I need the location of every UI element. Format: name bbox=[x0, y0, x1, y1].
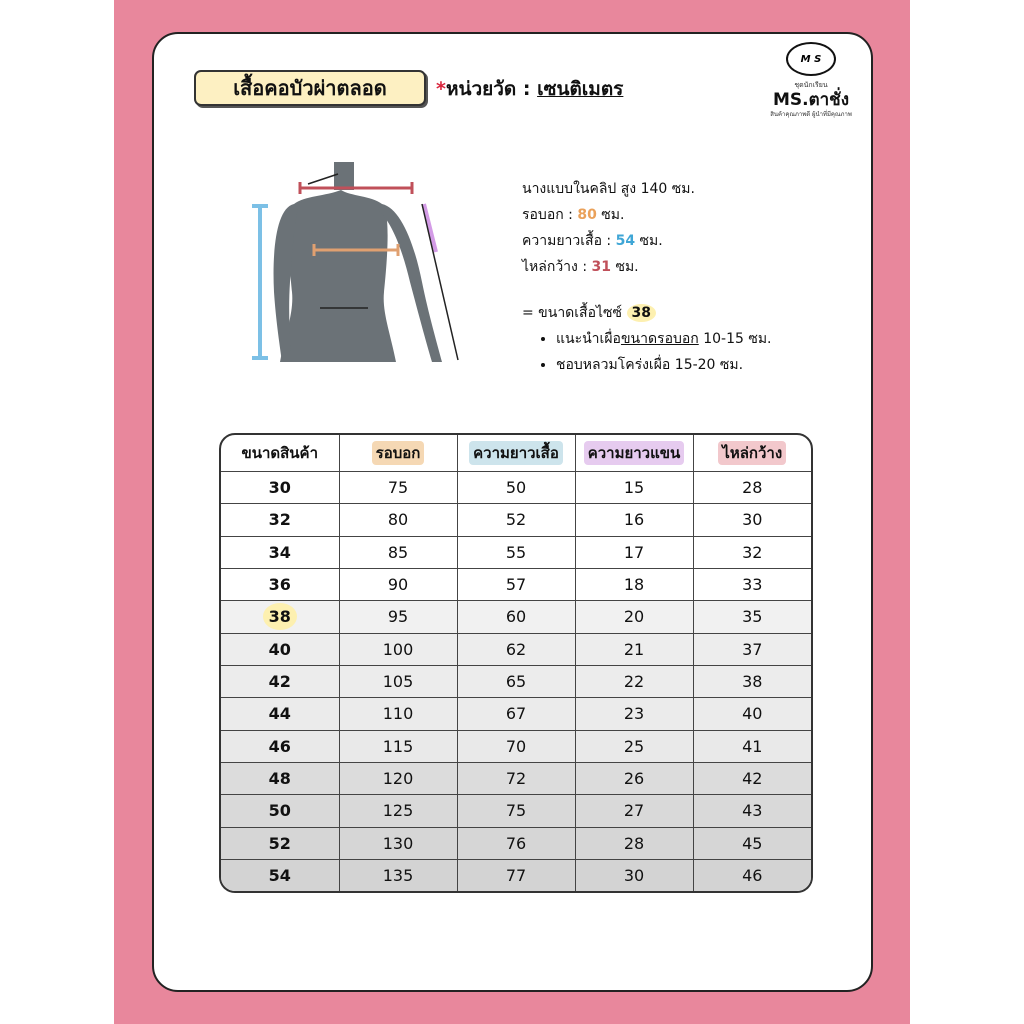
unit-note bbox=[436, 74, 623, 104]
bust-unit: ซม. bbox=[601, 207, 625, 223]
measurement-cell: 130 bbox=[339, 827, 457, 859]
table-row bbox=[221, 568, 811, 600]
measurement-cell: 46 bbox=[693, 859, 811, 891]
measurement-cell: 125 bbox=[339, 795, 457, 827]
size-cell bbox=[221, 472, 339, 504]
size-label: 40 bbox=[268, 639, 291, 659]
tips-list bbox=[522, 326, 772, 378]
measurement-cell: 72 bbox=[457, 762, 575, 794]
scale-seal-icon: M S bbox=[786, 42, 836, 76]
neck-shape bbox=[334, 162, 354, 190]
measurement-cell: 70 bbox=[457, 730, 575, 762]
size-cell bbox=[221, 730, 339, 762]
measurement-cell: 95 bbox=[339, 601, 457, 633]
measurement-cell: 135 bbox=[339, 859, 457, 891]
measurement-cell: 100 bbox=[339, 633, 457, 665]
size-cell bbox=[221, 859, 339, 891]
model-info bbox=[522, 176, 772, 378]
column-header bbox=[575, 435, 693, 472]
brand-logo bbox=[757, 42, 865, 124]
size-cell bbox=[221, 827, 339, 859]
measurement-cell: 21 bbox=[575, 633, 693, 665]
measurement-cell: 120 bbox=[339, 762, 457, 794]
size-cell bbox=[221, 601, 339, 633]
size-label: 48 bbox=[268, 769, 291, 789]
tip1-prefix: แนะนำเผื่อ bbox=[556, 331, 621, 347]
measurement-cell: 50 bbox=[457, 472, 575, 504]
size-label: 52 bbox=[268, 833, 291, 853]
size-label: 32 bbox=[268, 510, 291, 530]
table-row bbox=[221, 698, 811, 730]
size-cell bbox=[221, 568, 339, 600]
measurement-cell: 18 bbox=[575, 568, 693, 600]
bust-value: 80 bbox=[577, 207, 597, 223]
table-row bbox=[221, 827, 811, 859]
measurement-cell: 38 bbox=[693, 665, 811, 697]
table-row bbox=[221, 795, 811, 827]
measurement-cell: 90 bbox=[339, 568, 457, 600]
table-row bbox=[221, 762, 811, 794]
measurement-figure bbox=[246, 162, 466, 368]
measurement-cell: 37 bbox=[693, 633, 811, 665]
product-title: เสื้อคอบัวผ่าตลอด bbox=[194, 70, 426, 106]
model-shoulder bbox=[522, 254, 772, 280]
bust-label: รอบอก : bbox=[522, 207, 578, 223]
measurement-cell: 30 bbox=[693, 504, 811, 536]
size-cell bbox=[221, 795, 339, 827]
size-cell bbox=[221, 762, 339, 794]
measurement-cell: 85 bbox=[339, 536, 457, 568]
measurement-cell: 80 bbox=[339, 504, 457, 536]
measurement-cell: 22 bbox=[575, 665, 693, 697]
measurement-cell: 27 bbox=[575, 795, 693, 827]
size-cell bbox=[221, 698, 339, 730]
column-header bbox=[693, 435, 811, 472]
shoulder-value: 31 bbox=[591, 259, 611, 275]
size-label: 36 bbox=[268, 575, 291, 595]
size-value: 38 bbox=[627, 304, 656, 322]
neck-arrow bbox=[308, 174, 338, 184]
tip-loose: • ชอบหลวมโคร่งเผื่อ 15-20 ซม. bbox=[556, 352, 772, 378]
table-row bbox=[221, 472, 811, 504]
logo-small-text: ชุดนักเรียน bbox=[794, 81, 828, 89]
measurement-cell: 42 bbox=[693, 762, 811, 794]
table-row bbox=[221, 504, 811, 536]
tip1-underline: ขนาดรอบอก bbox=[620, 331, 699, 347]
measurement-cell: 28 bbox=[575, 827, 693, 859]
table-row bbox=[221, 730, 811, 762]
recommended-size bbox=[522, 300, 772, 326]
column-header-label: รอบอก bbox=[372, 441, 425, 465]
measurement-cell: 76 bbox=[457, 827, 575, 859]
measurement-cell: 35 bbox=[693, 601, 811, 633]
measurement-cell: 33 bbox=[693, 568, 811, 600]
size-label: 30 bbox=[268, 478, 291, 498]
measurement-cell: 52 bbox=[457, 504, 575, 536]
column-header bbox=[221, 435, 339, 472]
measurement-cell: 40 bbox=[693, 698, 811, 730]
measurement-cell: 75 bbox=[457, 795, 575, 827]
measurement-cell: 115 bbox=[339, 730, 457, 762]
unit-value: เซนติเมตร bbox=[537, 78, 624, 100]
size-table bbox=[219, 433, 813, 893]
table-row bbox=[221, 633, 811, 665]
table-row bbox=[221, 859, 811, 891]
measurement-cell: 77 bbox=[457, 859, 575, 891]
logo-tagline: สินค้าคุณภาพดี ผู้นำที่มีคุณภาพ bbox=[770, 111, 852, 118]
size-prefix: = ขนาดเสื้อไซซ์ bbox=[522, 305, 627, 321]
measurement-cell: 20 bbox=[575, 601, 693, 633]
column-header-label: ขนาดสินค้า bbox=[241, 444, 319, 462]
unit-prefix: หน่วยวัด : bbox=[445, 78, 538, 100]
table-row bbox=[221, 601, 811, 633]
size-label: 46 bbox=[268, 736, 291, 756]
measurement-cell: 28 bbox=[693, 472, 811, 504]
measurement-cell: 45 bbox=[693, 827, 811, 859]
column-header bbox=[457, 435, 575, 472]
tip1-suffix: 10-15 ซม. bbox=[698, 331, 772, 347]
measurement-cell: 65 bbox=[457, 665, 575, 697]
column-header-label: ความยาวเสื้อ bbox=[469, 441, 563, 465]
measurement-cell: 16 bbox=[575, 504, 693, 536]
logo-brand: MS.ตาชั่ง bbox=[772, 90, 850, 110]
size-cell bbox=[221, 665, 339, 697]
measurement-cell: 25 bbox=[575, 730, 693, 762]
model-bust bbox=[522, 202, 772, 228]
torso-silhouette bbox=[280, 170, 396, 362]
size-label: 44 bbox=[268, 704, 291, 724]
size-label: 42 bbox=[268, 672, 291, 692]
measurement-cell: 26 bbox=[575, 762, 693, 794]
size-label: 50 bbox=[268, 801, 291, 821]
length-unit: ซม. bbox=[639, 233, 663, 249]
measurement-cell: 62 bbox=[457, 633, 575, 665]
column-header bbox=[339, 435, 457, 472]
model-height: นางแบบในคลิป สูง 140 ซม. bbox=[522, 181, 695, 197]
size-label: 38 bbox=[263, 603, 297, 630]
measurement-cell: 41 bbox=[693, 730, 811, 762]
size-label: 54 bbox=[268, 865, 291, 885]
length-label: ความยาวเสื้อ : bbox=[522, 233, 616, 249]
size-label: 34 bbox=[268, 542, 291, 562]
length-value: 54 bbox=[615, 233, 636, 249]
tip-bust bbox=[556, 326, 772, 352]
size-cell bbox=[221, 504, 339, 536]
measurement-cell: 67 bbox=[457, 698, 575, 730]
measurement-cell: 17 bbox=[575, 536, 693, 568]
measurement-cell: 32 bbox=[693, 536, 811, 568]
table-header-row bbox=[221, 435, 811, 472]
measurement-cell: 105 bbox=[339, 665, 457, 697]
column-header-label: ความยาวแขน bbox=[584, 441, 685, 465]
unit-star: * bbox=[436, 78, 446, 100]
measurement-cell: 60 bbox=[457, 601, 575, 633]
measurement-cell: 55 bbox=[457, 536, 575, 568]
table-row bbox=[221, 665, 811, 697]
measurement-cell: 30 bbox=[575, 859, 693, 891]
measurement-cell: 15 bbox=[575, 472, 693, 504]
measurement-cell: 43 bbox=[693, 795, 811, 827]
measurement-cell: 23 bbox=[575, 698, 693, 730]
measurement-cell: 57 bbox=[457, 568, 575, 600]
measurement-cell: 110 bbox=[339, 698, 457, 730]
measurement-cell: 75 bbox=[339, 472, 457, 504]
sleeve-measure-line bbox=[424, 204, 436, 252]
model-length bbox=[522, 228, 772, 254]
shoulder-unit: ซม. bbox=[615, 259, 639, 275]
size-cell bbox=[221, 536, 339, 568]
shoulder-label: ไหล่กว้าง : bbox=[522, 259, 592, 275]
table-row bbox=[221, 536, 811, 568]
column-header-label: ไหล่กว้าง bbox=[718, 441, 786, 465]
size-cell bbox=[221, 633, 339, 665]
